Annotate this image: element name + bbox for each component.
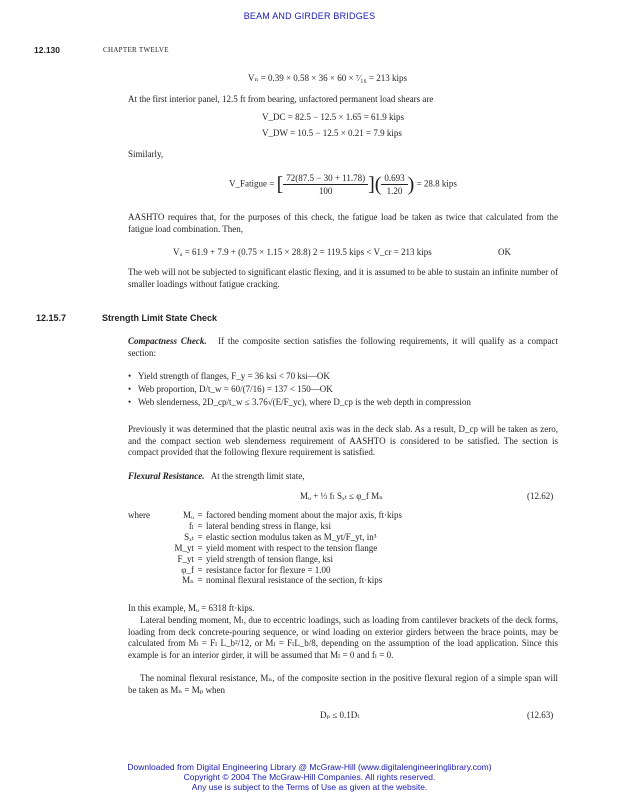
section-heading: [36, 313, 217, 323]
chapter-title: CHAPTER TWELVE: [103, 46, 169, 54]
equals-sign: =: [197, 542, 203, 553]
definition-text: yield strength of tension flange, ksi: [206, 553, 333, 564]
equals-sign: =: [197, 531, 203, 542]
section-title: Strength Limit State Check: [102, 313, 218, 323]
definition-text: resistance factor for flexure = 1.00: [206, 564, 331, 575]
list-item: • Yield strength of flanges, F_y = 36 ksi < 70 ksi—OK: [128, 370, 558, 383]
definition-row: [128, 510, 402, 521]
definition-symbol: Mₙ: [182, 575, 194, 586]
equation-vu-ok: OK: [498, 247, 511, 257]
fatigue-numerator-2: 0.693: [381, 172, 407, 185]
definition-symbol: F_yt: [177, 553, 194, 564]
definition-text: factored bending moment about the major axis, ft·kips: [206, 510, 402, 520]
fatigue-fraction-2: [381, 172, 407, 197]
footer-terms-line[interactable]: Any use is subject to the Terms of Use as given at the website.: [191, 782, 428, 792]
definition-text: lateral bending stress in flange, ksi: [206, 520, 331, 531]
fatigue-denominator-2: 1.20: [386, 186, 403, 196]
equation-vdc: V_DC = 82.5 − 12.5 × 1.65 = 61.9 kips: [262, 112, 405, 122]
fatigue-lhs: V_Fatigue =: [229, 178, 275, 189]
equals-sign: =: [197, 564, 203, 575]
bracket-open: [: [276, 173, 284, 196]
paragraph-compactness: [128, 336, 558, 359]
equation-vn: Vₙ = 0.39 × 0.58 × 36 × 60 × ⁷⁄₁₆ = 213 kips: [248, 73, 408, 83]
compactness-text: If the composite section satisfies the following requirements, it will qualify as a compact section:: [128, 336, 558, 358]
definition-symbol: fₗ: [188, 520, 194, 531]
running-header-banner: BEAM AND GIRDER BRIDGES: [243, 11, 376, 21]
requirements-list: [128, 370, 558, 409]
definition-row: [128, 521, 402, 532]
paragraph-lateral: Lateral bending moment, Mₗ, due to eccentric loadings, such as loading from cantilever brackets of the deck forms, loading from deck concrete-pouring sequence, or wind loading on exterior girders between the brace points, may be calculated from Mₗ = Fₗ L_b²/12, or Mₗ = FₗL_b/8, depending on the assumption of the load application. Since this example is for an interior girder, it will be assumed that Mₗ = 0 and fₗ = 0.: [128, 615, 558, 660]
download-footer: [0, 762, 619, 792]
fatigue-denominator-1: 100: [318, 186, 333, 196]
where-label: where: [128, 510, 150, 520]
equation-number-12-63: (12.63): [527, 710, 554, 720]
equals-sign: =: [197, 510, 203, 520]
equation-fatigue: [229, 172, 457, 197]
footer-download-line[interactable]: Downloaded from Digital Engineering Library @ McGraw-Hill (www.digitalengineeringlibrary.com): [127, 762, 492, 772]
definition-row: [128, 575, 402, 586]
fatigue-rhs: = 28.8 kips: [416, 178, 457, 189]
bracket-close: ]: [368, 173, 375, 196]
footer-copyright-line: Copyright © 2004 The McGraw-Hill Companies. All rights reserved.: [183, 772, 436, 782]
paragraph-previously: Previously it was determined that the plastic neutral axis was in the deck slab. As a result, D_cp will be taken as zero, and the compact section web slenderness requirement of AASHTO is considered to be satisfied. The section is compact provided that the following flexure requirement is satisfied.: [128, 424, 558, 458]
list-item: • Web slenderness, 2D_cp/t_w ≤ 3.76√(E/F_yc), where D_cp is the web depth in compression: [128, 396, 558, 409]
definitions-list: [128, 510, 402, 586]
paragraph-nominal: The nominal flexural resistance, Mₙ, of the composite section in the positive flexural region of a simple span will be taken as Mₙ = Mₚ when: [128, 673, 558, 695]
definition-text: yield moment with respect to the tension flange: [206, 542, 378, 553]
definition-row: [128, 532, 402, 543]
equation-vdw: V_DW = 10.5 − 12.5 × 0.21 = 7.9 kips: [262, 128, 402, 138]
flexural-label: Flexural Resistance.: [128, 471, 205, 481]
flexural-text: At the strength limit state,: [210, 471, 305, 481]
equation-number-12-62: (12.62): [527, 491, 554, 501]
paren-open: (: [374, 173, 382, 196]
paren-close: ): [407, 173, 415, 196]
page-number: 12.130: [34, 45, 60, 55]
fatigue-numerator-1: 72(87.5 − 30 + 11.78): [283, 172, 368, 185]
definition-symbol: Sₓₜ: [184, 531, 194, 542]
definition-symbol: M_yt: [174, 542, 194, 553]
paragraph-example: In this example, Mᵤ = 6318 ft·kips.: [128, 603, 255, 613]
definition-text: elastic section modulus taken as M_yt/F_yt, in³: [206, 531, 377, 542]
paragraph-flexural: [128, 471, 558, 483]
paragraph-aashto: AASHTO requires that, for the purposes of this check, the fatigue load be taken as twice that calculated from the fatigue load combination. Then,: [128, 212, 558, 234]
paragraph-first-panel: At the first interior panel, 12.5 ft from bearing, unfactored permanent load shears are: [128, 94, 434, 104]
equals-sign: =: [197, 553, 203, 564]
section-number: 12.15.7: [36, 313, 67, 323]
compactness-label: Compactness Check.: [128, 336, 207, 346]
paragraph-similarly: Similarly,: [128, 149, 164, 159]
equals-sign: =: [197, 520, 203, 531]
definition-row: [128, 554, 402, 565]
equation-12-62: Mᵤ + ⅓ fₗ Sₓₜ ≤ φ_f Mₙ: [300, 491, 384, 501]
equation-12-63: Dₚ ≤ 0.1Dₜ: [320, 710, 360, 720]
definition-row: [128, 543, 402, 554]
fatigue-fraction-1: [283, 172, 368, 197]
paragraph-web: The web will not be subjected to significant elastic flexing, and it is assumed to be able to sustain an infinite number of smaller loadings without fatigue cracking.: [128, 267, 558, 289]
definition-symbol: φ_f: [181, 564, 194, 575]
equation-vu: Vᵤ = 61.9 + 7.9 + (0.75 × 1.15 × 28.8) 2 = 119.5 kips < V_cr = 213 kips: [173, 247, 432, 257]
list-item: • Web proportion, D/t_w = 60/(7/16) = 137 < 150—OK: [128, 383, 558, 396]
definition-text: nominal flexural resistance of the section, ft·kips: [206, 575, 383, 586]
equals-sign: =: [197, 575, 203, 586]
definition-symbol: Mᵤ: [183, 510, 194, 520]
definition-row: [128, 565, 402, 576]
